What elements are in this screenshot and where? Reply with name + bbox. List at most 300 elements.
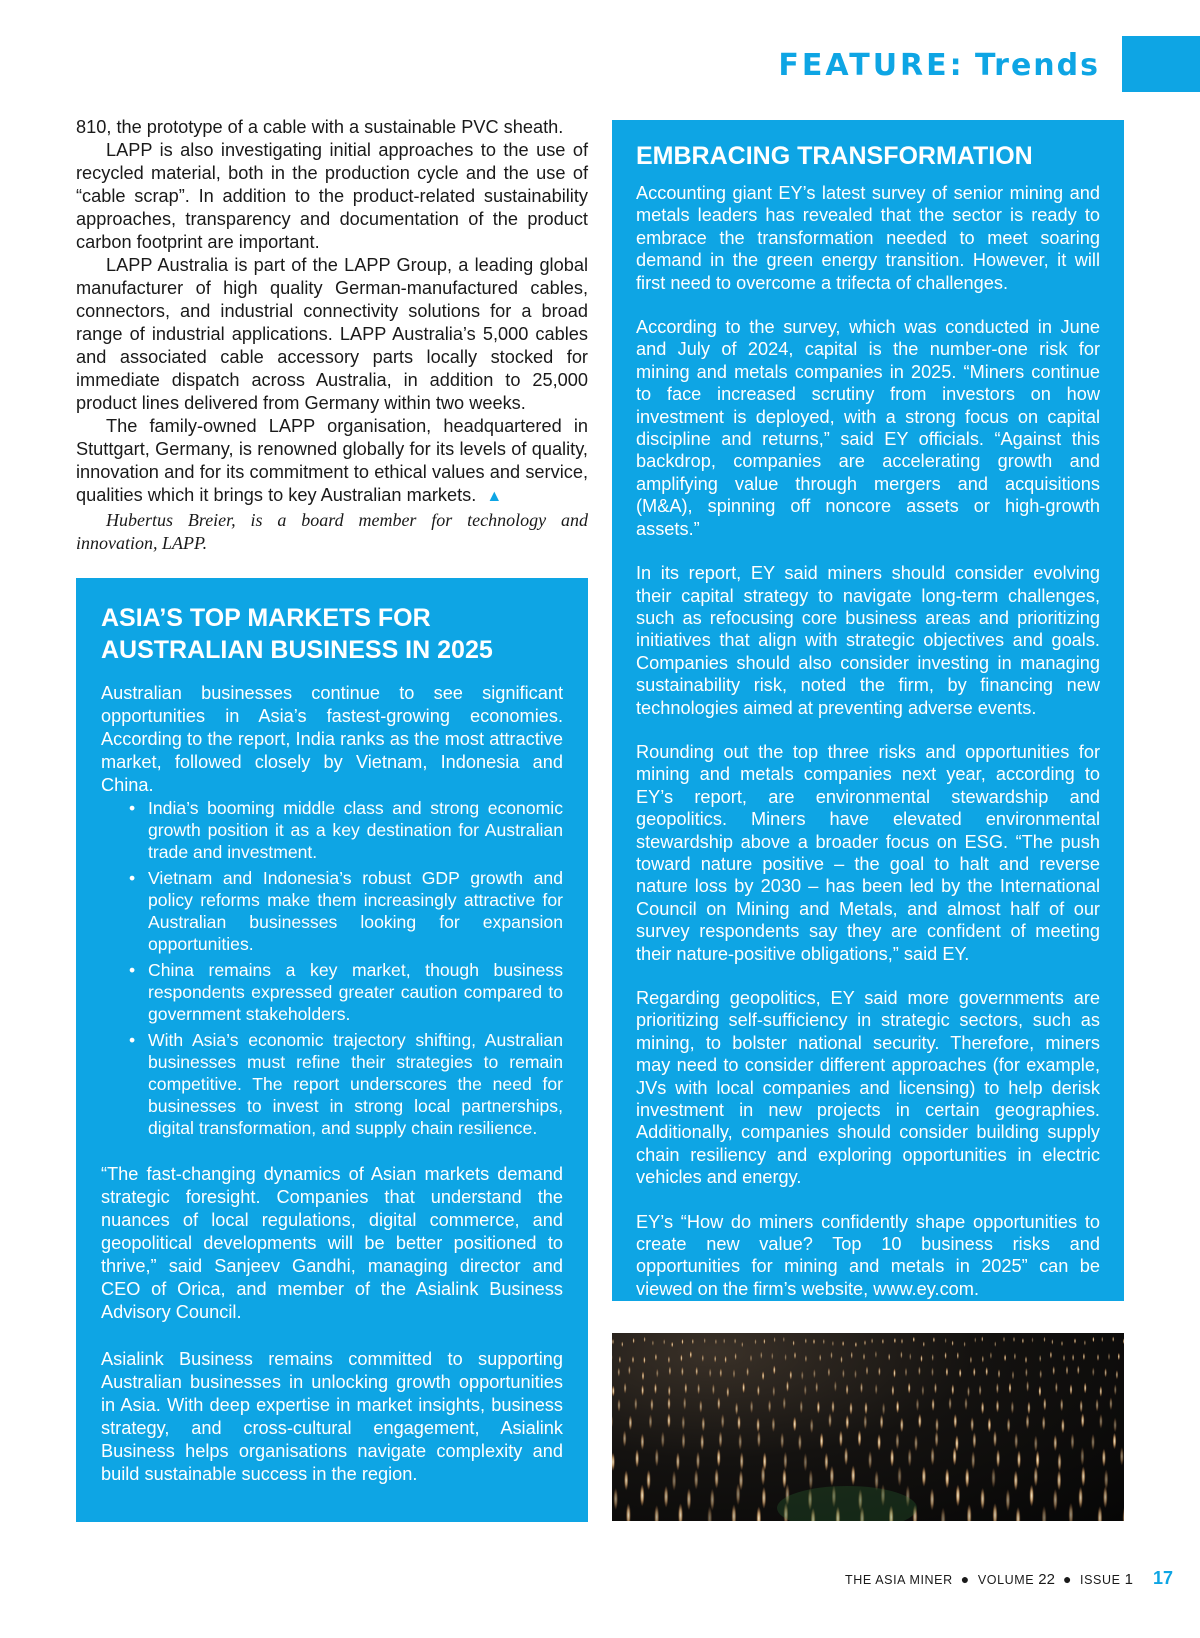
light-drop <box>824 1453 828 1472</box>
light-drop <box>1003 1336 1005 1342</box>
light-drop <box>803 1453 807 1472</box>
light-drop <box>967 1504 972 1521</box>
green-glow <box>777 1486 917 1521</box>
light-drop <box>956 1484 961 1506</box>
page-number: 17 <box>1152 1568 1173 1588</box>
light-drop <box>1042 1506 1047 1521</box>
light-drop <box>882 1338 884 1344</box>
light-drop <box>1014 1470 1018 1490</box>
light-drop <box>909 1353 911 1361</box>
light-drop <box>654 1505 659 1521</box>
asia-markets-sidebar <box>76 578 588 1522</box>
light-drop <box>755 1339 757 1345</box>
light-drop <box>935 1418 939 1433</box>
light-drop <box>1101 1336 1103 1342</box>
light-drop <box>1061 1418 1065 1433</box>
light-drop <box>1032 1337 1034 1343</box>
light-drop <box>834 1381 837 1392</box>
light-drop <box>1016 1507 1021 1521</box>
light-drop <box>805 1355 807 1363</box>
light-drop <box>993 1503 998 1521</box>
light-drop <box>996 1383 999 1394</box>
light-drop <box>1123 1338 1124 1344</box>
light-drop <box>981 1336 983 1342</box>
light-drop <box>931 1447 935 1466</box>
page-footer <box>845 1568 1173 1589</box>
light-drop <box>683 1397 686 1410</box>
light-drop <box>652 1340 654 1346</box>
volume-label: VOLUME <box>977 1573 1035 1587</box>
light-drop <box>1092 1337 1094 1343</box>
light-drop <box>970 1356 972 1364</box>
light-drop <box>700 1434 704 1451</box>
paragraph <box>76 415 588 508</box>
light-drop <box>668 1356 670 1364</box>
light-drop <box>1060 1398 1063 1411</box>
light-drop <box>1007 1418 1011 1433</box>
light-drop <box>864 1415 868 1430</box>
light-drop <box>634 1397 637 1410</box>
light-drop <box>717 1397 720 1410</box>
light-drop <box>901 1338 903 1344</box>
light-drop <box>1039 1355 1041 1363</box>
light-drop <box>931 1367 934 1377</box>
light-drop <box>786 1381 789 1392</box>
light-drop <box>874 1470 878 1490</box>
sidebar-title: EMBRACING TRANSFORMATION <box>636 142 1033 170</box>
light-drop <box>612 1453 615 1472</box>
light-drop <box>849 1402 852 1415</box>
light-drop <box>1014 1353 1016 1361</box>
light-drop <box>1113 1418 1117 1433</box>
light-drop <box>1113 1433 1117 1450</box>
light-drop <box>1043 1398 1046 1411</box>
light-drop <box>757 1431 761 1448</box>
light-drop <box>846 1415 850 1430</box>
light-drop <box>900 1417 904 1432</box>
light-drop <box>721 1414 725 1429</box>
light-drop <box>970 1417 974 1432</box>
light-drop <box>1068 1503 1073 1521</box>
light-drop <box>959 1368 962 1378</box>
light-drop <box>725 1356 727 1364</box>
light-drop <box>750 1400 753 1413</box>
embracing-transformation-sidebar <box>612 120 1124 1301</box>
light-drop <box>702 1417 706 1432</box>
light-drop <box>804 1385 807 1396</box>
light-drop <box>734 1338 736 1344</box>
light-drop <box>1057 1470 1061 1490</box>
light-drop <box>893 1368 896 1378</box>
paragraph: Regarding geopolitics, EY said more governments are prioritizing self-sufficiency in strategic sectors, such as mining, to bolster national security. Therefore, miners may need to consider different approaches (for example, JVs with local companies and licensing) to help derisk investment in new projects in certain geographies. Additionally, companies should consider building supply chain resiliency and exploring opportunities in electric vehicles and energy. <box>636 988 1100 1188</box>
light-drop <box>860 1382 863 1393</box>
light-drop <box>1109 1397 1112 1410</box>
light-drop <box>1080 1400 1083 1413</box>
light-drop <box>957 1352 959 1360</box>
light-drop <box>990 1352 992 1360</box>
light-drop <box>945 1468 949 1488</box>
list-item: • China remains a key market, though business respondents expressed greater caution compared to government stakeholders. <box>125 959 563 1025</box>
light-drop <box>914 1435 918 1452</box>
light-drop <box>623 1430 627 1447</box>
light-drop <box>875 1351 877 1359</box>
light-drop <box>1055 1382 1058 1393</box>
light-drop <box>817 1401 820 1414</box>
publication-name: THE ASIA MINER <box>845 1573 953 1587</box>
light-drop <box>979 1385 982 1396</box>
feature-topic: Trends <box>975 48 1100 83</box>
light-drop <box>1074 1338 1076 1344</box>
light-drop <box>877 1434 881 1451</box>
light-drop <box>654 1383 657 1394</box>
light-drop <box>949 1397 952 1410</box>
light-drop <box>783 1397 786 1410</box>
light-drop <box>851 1351 853 1359</box>
light-drop <box>731 1504 736 1521</box>
light-drop <box>735 1402 738 1415</box>
light-drop <box>855 1342 857 1348</box>
light-drop <box>922 1385 925 1396</box>
light-drop <box>800 1400 803 1413</box>
light-drop <box>619 1356 621 1364</box>
light-drop <box>964 1397 967 1410</box>
light-drop <box>1118 1353 1120 1361</box>
paragraph: Rounding out the top three risks and opportunities for mining and metals companies next year, according to EY’s report, are environmental stewardship and geopolitics. Miners have elevated environmental stewardship above a broader focus on ESG. “The push toward nature positive – the goal to halt and reverse nature loss by 2030 – has been led by the International Council on Mining and Metals, and almost half of our survey respondents say they are confident of meeting their nature-positive obligations,” said EY. <box>636 741 1100 964</box>
light-drop <box>864 1340 866 1346</box>
light-drop <box>894 1338 896 1344</box>
light-drop <box>643 1356 645 1364</box>
light-drop <box>1103 1486 1108 1508</box>
light-drop <box>640 1484 645 1506</box>
light-drop <box>668 1385 671 1396</box>
light-drop <box>1108 1353 1110 1361</box>
light-drop <box>878 1367 881 1377</box>
light-drop <box>897 1466 901 1486</box>
light-drop <box>1058 1453 1062 1472</box>
light-drop <box>692 1339 694 1345</box>
paragraph-text: The family-owned LAPP organisation, headquartered in Stuttgart, Germany, is renowned globally for its levels of quality, innovation and for its commitment to ethical values and service, qualities which it brings to key Australian markets. <box>76 416 588 505</box>
light-drop <box>1013 1336 1015 1342</box>
light-drop <box>918 1414 922 1429</box>
light-drops-graphic <box>612 1333 1124 1521</box>
light-drop <box>1084 1382 1087 1393</box>
light-drop <box>953 1447 957 1466</box>
light-drop <box>667 1413 671 1428</box>
light-drop <box>790 1370 793 1380</box>
light-drop <box>1072 1354 1074 1362</box>
light-drop <box>880 1415 884 1430</box>
light-drop <box>831 1400 834 1413</box>
light-drop <box>828 1413 832 1428</box>
light-drop <box>656 1368 659 1378</box>
light-drop <box>741 1342 743 1348</box>
light-drop <box>844 1447 848 1466</box>
light-drop <box>842 1369 845 1379</box>
light-drop <box>717 1449 721 1468</box>
light-drop <box>737 1415 741 1430</box>
light-drop <box>612 1354 613 1362</box>
light-drop <box>704 1338 706 1344</box>
light-drop <box>762 1487 767 1509</box>
light-drop <box>793 1340 795 1346</box>
light-drop <box>742 1382 745 1393</box>
light-drop <box>798 1434 802 1451</box>
light-drop <box>993 1431 997 1448</box>
light-drop <box>780 1432 784 1449</box>
light-drop <box>998 1369 1001 1379</box>
light-drop <box>694 1469 698 1489</box>
light-drop <box>908 1448 912 1467</box>
light-drop <box>994 1341 996 1347</box>
light-drop <box>735 1353 737 1361</box>
issue-label: ISSUE <box>1080 1573 1121 1587</box>
light-drop <box>839 1430 843 1447</box>
light-drop <box>663 1339 665 1345</box>
light-drop <box>1096 1399 1099 1412</box>
light-drop <box>973 1367 976 1377</box>
light-drop <box>773 1365 776 1375</box>
light-drop <box>1081 1413 1085 1428</box>
light-drop <box>1063 1354 1065 1362</box>
light-drop <box>996 1400 999 1413</box>
light-drop <box>613 1488 618 1510</box>
light-drop <box>1051 1339 1053 1345</box>
sidebar-closing: Asialink Business remains committed to supporting Australian businesses in unlocking growth opportunities in Asia. With deep expertise in market insights, business strategy, and cross-cultural engagement, Asialink Business helps organisations navigate complexity and build sustainable success in the region. <box>101 1349 563 1484</box>
light-drop <box>702 1354 704 1362</box>
light-drop <box>813 1369 816 1379</box>
light-drop <box>875 1384 878 1395</box>
light-drop <box>1053 1435 1057 1452</box>
light-drop <box>682 1415 686 1430</box>
light-drop <box>1014 1433 1018 1450</box>
light-drop <box>1091 1434 1095 1451</box>
separator-dot: ● <box>1062 1571 1073 1587</box>
light-drop <box>1078 1487 1083 1509</box>
header-color-tab <box>1122 36 1200 92</box>
light-drop <box>684 1383 687 1394</box>
light-drop <box>738 1433 742 1450</box>
light-drop <box>1025 1356 1027 1364</box>
light-drop <box>888 1353 890 1361</box>
feature-label: FEATURE: <box>778 48 965 83</box>
light-drop <box>863 1353 865 1361</box>
light-drop <box>650 1398 653 1411</box>
light-drop <box>762 1371 765 1381</box>
light-drop <box>1104 1368 1107 1378</box>
light-drop <box>1112 1336 1114 1342</box>
light-drop <box>626 1503 631 1521</box>
light-drop <box>1025 1368 1028 1378</box>
light-drop <box>1050 1351 1052 1359</box>
light-drop <box>1004 1354 1006 1362</box>
light-drop <box>866 1366 869 1376</box>
light-drop <box>1084 1340 1086 1346</box>
light-drop <box>1077 1365 1080 1375</box>
light-drop <box>916 1398 919 1411</box>
light-drop <box>644 1337 646 1343</box>
light-installation-photo <box>612 1333 1124 1521</box>
light-drop <box>815 1382 818 1393</box>
light-drop <box>882 1402 885 1415</box>
light-drop <box>612 1385 615 1396</box>
light-drop <box>832 1341 834 1347</box>
light-drop <box>750 1354 752 1362</box>
light-drop <box>664 1486 669 1508</box>
light-drop <box>1097 1354 1099 1362</box>
light-drop <box>1022 1338 1024 1344</box>
light-drop <box>1081 1466 1085 1486</box>
light-drop <box>1092 1367 1095 1377</box>
light-drop <box>709 1368 712 1378</box>
paragraph: In its report, EY said miners should consider evolving their capital strategy to navigate long-term challenges, such as refocusing core business areas and prioritizing initiatives that align with strategic objectives and goals. Companies should also consider investing in managing sustainability risk, noted the firm, by financing new technologies aimed at preventing adverse events. <box>636 563 1100 718</box>
light-drop <box>1052 1366 1055 1376</box>
light-drop <box>723 1338 725 1344</box>
light-drop <box>971 1451 975 1470</box>
sidebar-title: ASIA’S TOP MARKETS FOR AUSTRALIAN BUSINESS IN 2025 <box>101 604 493 664</box>
light-drop <box>913 1337 915 1343</box>
light-drop <box>823 1339 825 1345</box>
light-drop <box>768 1400 771 1413</box>
light-drop <box>1034 1466 1038 1486</box>
light-drop <box>820 1433 824 1450</box>
bullet-list <box>101 797 563 1139</box>
light-drop <box>1114 1384 1117 1395</box>
light-drop <box>1026 1414 1030 1429</box>
light-drop <box>783 1452 787 1471</box>
light-drop <box>714 1468 718 1488</box>
left-article-text <box>76 116 588 555</box>
light-drop <box>612 1339 614 1345</box>
light-drop <box>649 1414 653 1429</box>
light-drop <box>624 1382 627 1393</box>
section-heading <box>778 48 1100 83</box>
light-drop <box>951 1384 954 1395</box>
light-drop <box>932 1398 935 1411</box>
light-drop <box>772 1417 776 1432</box>
light-drop <box>736 1483 741 1505</box>
sidebar-intro: Australian businesses continue to see significant opportunities in Asia’s fastest-growing economies. According to the report, India ranks as the most attractive market, followed closely by Vietnam, Indonesia and China. <box>101 683 563 795</box>
list-item: • Vietnam and Indonesia’s robust GDP growth and policy reforms make them increasingly attractive for Australian businesses looking for expansion opportunities. <box>125 867 563 955</box>
light-drop <box>682 1339 684 1345</box>
light-drop <box>840 1356 842 1364</box>
light-drop <box>632 1356 634 1364</box>
light-drop <box>981 1401 984 1414</box>
light-drop <box>783 1337 785 1343</box>
paragraph: According to the survey, which was conducted in June and July of 2024, capital is the number-one risk for mining and metals companies in 2025. “Miners continue to face increased scrutiny from investors on how investment is deployed, with a strong focus on capital discipline and returns,” said EY officials. “Against this backdrop, companies are accelerating growth and amplifying value through mergers and acquisitions (M&A), spinning off noncore assets or high-growth assets.” <box>636 317 1100 539</box>
light-drop <box>810 1418 814 1433</box>
light-drop <box>757 1385 760 1396</box>
light-drop <box>771 1352 773 1360</box>
paragraph: 810, the prototype of a cable with a sustainable PVC sheath. <box>76 117 564 137</box>
light-drop <box>696 1452 700 1471</box>
light-drop <box>661 1431 665 1448</box>
light-drop <box>1012 1370 1015 1380</box>
light-drop <box>628 1366 631 1376</box>
light-drop <box>1053 1489 1058 1511</box>
light-drop <box>1061 1341 1063 1347</box>
light-drop <box>905 1367 908 1377</box>
light-drop <box>941 1508 946 1522</box>
light-drop <box>678 1503 683 1521</box>
light-drop <box>908 1382 911 1393</box>
light-drop <box>918 1366 921 1376</box>
light-drop <box>624 1470 628 1490</box>
light-drop <box>1026 1381 1029 1392</box>
light-drop <box>642 1371 645 1381</box>
light-drop <box>1120 1447 1124 1466</box>
light-drop <box>629 1415 633 1430</box>
light-drop <box>669 1366 672 1376</box>
light-drop <box>714 1355 716 1363</box>
light-drop <box>864 1402 867 1415</box>
light-drop <box>687 1488 692 1510</box>
light-drop <box>934 1383 937 1394</box>
light-drop <box>746 1367 749 1377</box>
light-drop <box>945 1338 947 1344</box>
light-drop <box>1039 1369 1042 1379</box>
light-drop <box>892 1385 895 1396</box>
light-drop <box>828 1367 831 1377</box>
separator-dot: ● <box>960 1571 970 1587</box>
light-drop <box>756 1506 761 1521</box>
light-drop <box>933 1337 935 1343</box>
light-drop <box>945 1352 947 1360</box>
light-drop <box>760 1351 762 1359</box>
light-drop <box>920 1355 922 1363</box>
light-drop <box>655 1448 659 1467</box>
light-drop <box>868 1451 872 1470</box>
light-drop <box>676 1452 680 1471</box>
light-drop <box>813 1339 815 1345</box>
light-drop <box>793 1417 797 1432</box>
light-drop <box>985 1367 988 1377</box>
light-drop <box>982 1355 984 1363</box>
light-drop <box>1097 1506 1102 1521</box>
issue-number: 1 <box>1124 1571 1133 1588</box>
light-drop <box>932 1354 934 1362</box>
light-drop <box>974 1337 976 1343</box>
light-drop <box>1099 1386 1102 1397</box>
light-drop <box>1102 1448 1106 1467</box>
light-drop <box>733 1369 736 1379</box>
light-drop <box>964 1341 966 1347</box>
light-drop <box>695 1367 698 1377</box>
light-drop <box>851 1465 855 1485</box>
light-drop <box>667 1397 670 1410</box>
light-drop <box>761 1465 765 1485</box>
light-drop <box>900 1351 902 1359</box>
light-drop <box>740 1452 744 1471</box>
light-drop <box>671 1342 673 1348</box>
light-drop <box>1042 1416 1046 1431</box>
light-drop <box>1009 1382 1012 1393</box>
light-drop <box>1080 1447 1084 1466</box>
light-drop <box>763 1338 765 1344</box>
light-drop <box>809 1470 813 1490</box>
light-drop <box>712 1384 715 1395</box>
light-drop <box>756 1418 760 1433</box>
light-drop <box>646 1470 650 1490</box>
light-drop <box>1011 1401 1014 1414</box>
light-drop <box>1029 1485 1034 1507</box>
light-drop <box>1027 1401 1030 1414</box>
light-drop <box>988 1417 992 1432</box>
volume-number: 22 <box>1038 1571 1055 1588</box>
light-drop <box>1123 1506 1125 1521</box>
light-drop <box>801 1371 804 1381</box>
light-drop <box>1036 1451 1040 1470</box>
light-drop <box>690 1351 692 1359</box>
